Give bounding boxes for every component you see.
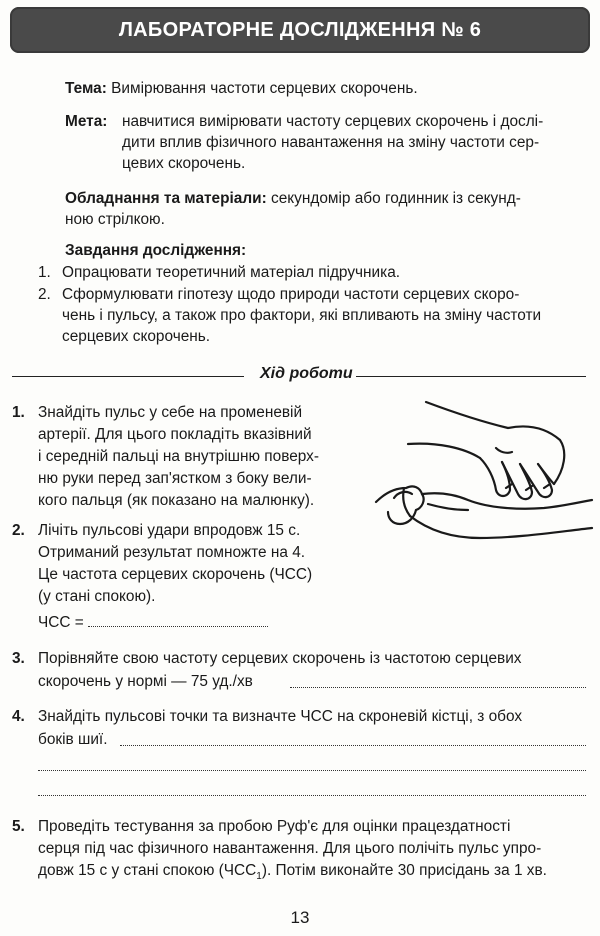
step-1-line-4: ню руки перед зап'ястком з боку вели- [38,470,312,487]
page-number: 13 [290,908,310,927]
equipment-text-1: секундомір або годинник із секунд- [271,190,521,207]
step-2-line-1: Лічіть пульсові удари впродовж 15 с. [38,522,301,539]
task-1-text: Опрацювати теоретичний матеріал підручника. [62,264,401,281]
step-4-line-1: Знайдіть пульсові точки та визначте ЧСС на скроневій кістці, з обох [38,708,523,725]
step-4-line-2: боків шиї. [38,731,108,748]
pulse-measurement-illustration [368,392,596,552]
tasks-heading: Завдання дослідження: [65,242,247,259]
step-4-num: 4. [12,708,25,725]
heading-rule-right [356,376,586,377]
step-2-line-4: (у стані спокою). [38,588,156,605]
task-2-line-3: серцевих скорочень. [62,328,211,345]
title-banner [10,7,590,53]
step-1-line-1: Знайдіть пульс у себе на променевій [38,404,303,421]
equipment-text-2: ною стрілкою. [65,211,165,228]
step-1-line-3: і середній пальці на внутрішню поверх- [38,448,319,465]
step-5-line-2: серця під час фізичного навантаження. Для цього полічіть пульс упро- [38,840,542,857]
task-1-num: 1. [38,264,51,281]
step-5-subscript: 1 [256,871,262,883]
step-5-line-1: Проведіть тестування за пробою Руф'є для оцінки працездатності [38,818,511,835]
heading-rule-left [12,376,244,377]
procedure-heading: Хід роботи [260,365,353,382]
hr-answer-label: ЧСС = [38,614,84,631]
step-3-num: 3. [12,650,25,667]
step-3-line-2: скорочень у нормі — 75 уд./хв [38,673,253,690]
step-2-line-2: Отриманий результат помножте на 4. [38,544,306,561]
step-5-line-3-prefix: довж 15 с у стані спокою (ЧСС [38,862,257,879]
page-title: ЛАБОРАТОРНЕ ДОСЛІДЖЕННЯ № 6 [118,18,482,41]
equipment-row [65,188,521,209]
goal-line-1: навчитися вимірювати частоту серцевих скорочень і дослі- [122,113,544,130]
task-2-num: 2. [38,286,51,303]
step-3-line-1: Порівняйте свою частоту серцевих скорочень із частотою серцевих [38,650,522,667]
goal-label: Мета: [65,113,108,130]
step-1-num: 1. [12,404,25,421]
topic-label: Тема: [65,80,107,97]
equipment-label: Обладнання та матеріали: [65,190,267,207]
step-2-line-3: Це частота серцевих скорочень (ЧСС) [38,566,313,583]
step-2-num: 2. [12,522,25,539]
task-2-line-1: Сформулювати гіпотезу щодо природи частоти серцевих скоро- [62,286,520,303]
step-1-line-5: кого пальця (як показано на малюнку). [38,492,315,509]
task-2-line-2: чень і пульсу, а також про фактори, які впливають на зміну частоти [62,307,542,324]
goal-line-3: цевих скорочень. [122,155,246,172]
step-3-answer-field[interactable] [290,687,586,688]
topic-row [65,78,418,99]
topic-text: Вимірювання частоти серцевих скорочень. [111,80,418,97]
step-4-answer-line-3[interactable] [38,795,586,796]
hr-answer-row [38,612,268,633]
step-5-num: 5. [12,818,25,835]
step-5-line-3-suffix: ). Потім виконайте 30 присідань за 1 хв. [261,862,547,879]
step-4-answer-line-2[interactable] [38,770,586,771]
goal-line-2: дити вплив фізичного навантаження на зміну частоти сер- [122,134,540,151]
step-4-answer-line-1[interactable] [120,745,586,746]
step-1-line-2: артерії. Для цього покладіть вказівний [38,426,312,443]
hr-answer-field[interactable] [88,612,268,627]
step-5-line-3 [38,860,547,887]
